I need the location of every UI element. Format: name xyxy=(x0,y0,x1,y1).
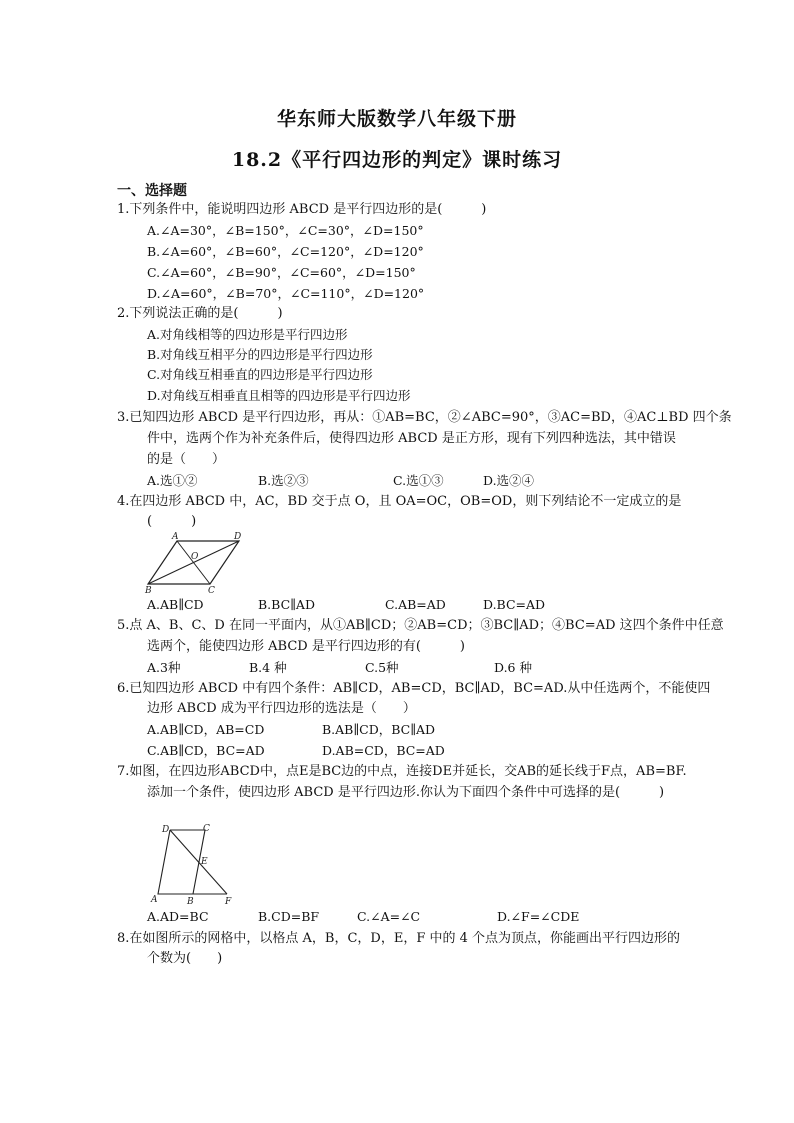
q7-line-1: 7.如图，在四边形ABCD中，点E是BC边的中点，连接DE并延长，交AB的延长线于F点，AB=BF. xyxy=(117,764,687,779)
q5-option-d: D.6 种 xyxy=(494,660,532,675)
q5-line-2: 选两个，能使四边形 ABCD 是平行四边形的有( ) xyxy=(147,639,465,654)
q6-line-2: 边形 ABCD 成为平行四边形的选法是（ ） xyxy=(147,701,416,716)
q7-label-e: E xyxy=(201,857,208,867)
q4-label-d: D xyxy=(234,532,242,542)
q5-option-b: B.4 种 xyxy=(249,660,287,675)
q7-label-c: C xyxy=(203,824,210,834)
q3-option-c: C.选①③ xyxy=(393,473,444,488)
q2-option-b: B.对角线互相平分的四边形是平行四边形 xyxy=(147,347,373,362)
q4-option-a: A.AB∥CD xyxy=(147,597,204,612)
q1-option-d: D.∠A=60°，∠B=70°，∠C=110°，∠D=120° xyxy=(147,286,425,301)
q7-label-d: D xyxy=(162,825,170,835)
q4-label-c: C xyxy=(208,586,215,594)
q2-stem: 2.下列说法正确的是( ) xyxy=(117,306,283,321)
q7-option-d: D.∠F=∠CDE xyxy=(497,909,580,924)
q6-option-d: D.AB=CD，BC=AD xyxy=(322,743,445,758)
q4-label-o: O xyxy=(191,552,199,562)
q3-line-1: 3.已知四边形 ABCD 是平行四边形，再从：①AB=BC，②∠ABC=90°，③AC=BD，④AC⊥BD 四个条 xyxy=(117,410,732,425)
q3-line-2: 件中，选两个作为补充条件后，使得四边形 ABCD 是正方形，现有下列四种选法，其中错误 xyxy=(147,431,676,446)
q6-option-a: A.AB∥CD，AB=CD xyxy=(147,722,265,737)
q3-option-a: A.选①② xyxy=(147,473,198,488)
q7-line-2: 添加一个条件，使四边形 ABCD 是平行四边形.你认为下面四个条件中可选择的是( ) xyxy=(147,785,665,800)
q7-label-f: F xyxy=(225,897,232,904)
doc-subtitle: 18.2《平行四边形的判定》课时练习 xyxy=(231,149,563,171)
q8-line-1: 8.在如图所示的网格中，以格点 A，B，C，D，E，F 中的 4 个点为顶点，你能画出平行四边形的 xyxy=(117,931,681,946)
q4-option-c: C.AB=AD xyxy=(385,597,446,612)
q6-option-b: B.AB∥CD，BC∥AD xyxy=(322,722,436,737)
q6-line-1: 6.已知四边形 ABCD 中有四个条件：AB∥CD，AB=CD，BC∥AD，BC=AD.从中任选两个，不能使四 xyxy=(117,681,711,696)
q7-label-a: A xyxy=(151,895,158,904)
q4-line-1: 4.在四边形 ABCD 中，AC，BD 交于点 O，且 OA=OC，OB=OD，则下列结论不一定成立的是 xyxy=(117,494,682,509)
q7-option-a: A.AD=BC xyxy=(147,909,209,924)
q1-option-a: A.∠A=30°，∠B=150°，∠C=30°，∠D=150° xyxy=(147,223,424,238)
q4-line-2: ( ) xyxy=(147,514,197,529)
q7-figure xyxy=(145,822,237,904)
q3-line-3: 的是（ ） xyxy=(147,452,226,467)
q7-option-b: B.CD=BF xyxy=(258,909,320,924)
q4-option-d: D.BC=AD xyxy=(483,597,546,612)
section-heading: 一、选择题 xyxy=(117,183,187,199)
q1-stem: 1.下列条件中，能说明四边形 ABCD 是平行四边形的是( ) xyxy=(117,202,487,217)
q5-option-a: A.3种 xyxy=(147,660,181,675)
q1-option-c: C.∠A=60°，∠B=90°，∠C=60°，∠D=150° xyxy=(147,265,416,280)
q2-option-a: A.对角线相等的四边形是平行四边形 xyxy=(147,327,348,342)
q1-option-b: B.∠A=60°，∠B=60°，∠C=120°，∠D=120° xyxy=(147,244,424,259)
q4-label-b: B xyxy=(145,586,152,594)
doc-title: 华东师大版数学八年级下册 xyxy=(276,108,517,130)
q8-line-2: 个数为( ) xyxy=(147,951,223,966)
q3-option-b: B.选②③ xyxy=(258,473,309,488)
q7-option-c: C.∠A=∠C xyxy=(357,909,421,924)
q5-option-c: C.5种 xyxy=(365,660,399,675)
q2-option-c: C.对角线互相垂直的四边形是平行四边形 xyxy=(147,367,373,382)
q2-option-d: D.对角线互相垂直且相等的四边形是平行四边形 xyxy=(147,388,411,403)
q4-label-a: A xyxy=(172,532,179,542)
q6-option-c: C.AB∥CD，BC=AD xyxy=(147,743,265,758)
q5-line-1: 5.点 A、B、C、D 在同一平面内，从①AB∥CD；②AB=CD；③BC∥AD；④BC=AD 这四个条件中任意 xyxy=(117,618,724,633)
q7-label-b: B xyxy=(187,897,194,904)
q4-parallelogram-figure xyxy=(140,532,248,594)
q3-option-d: D.选②④ xyxy=(483,473,535,488)
q4-option-b: B.BC∥AD xyxy=(258,597,315,612)
